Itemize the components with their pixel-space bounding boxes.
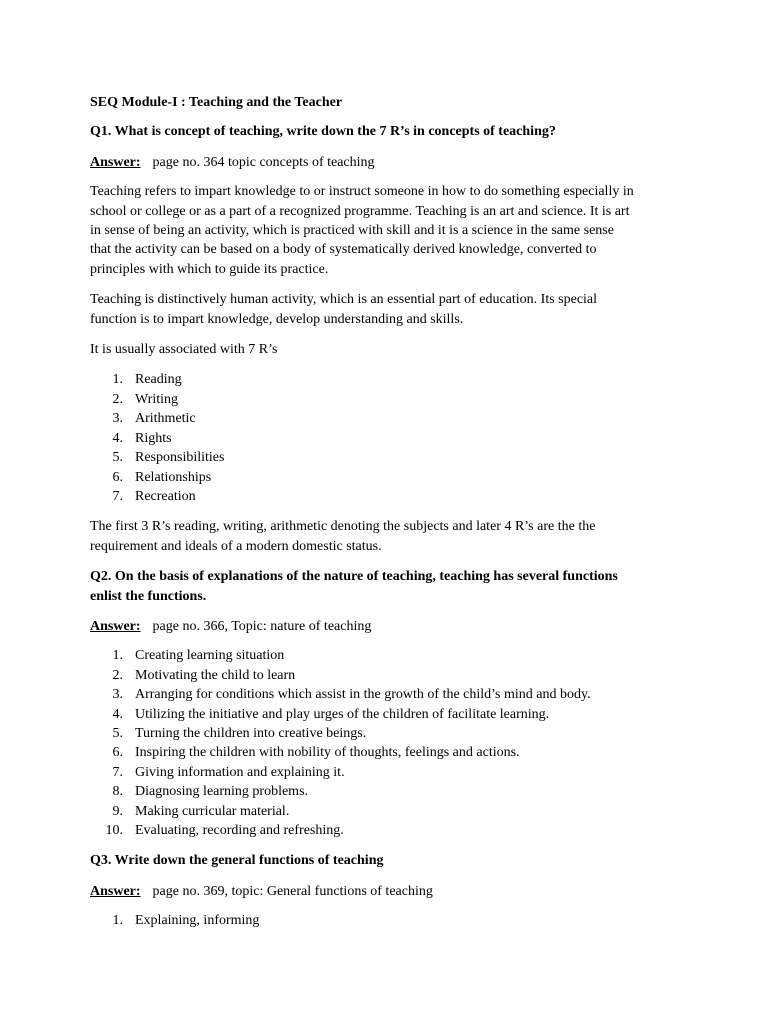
q1-paragraph-2	[90, 290, 680, 329]
q1-paragraph-3: It is usually associated with 7 R’s	[90, 342, 278, 358]
answer-label: Answer:	[90, 883, 141, 899]
question-line: enlist the functions.	[90, 588, 207, 604]
answer-ref-text: page no. 369, topic: General functions of teaching	[152, 883, 433, 899]
list-item: 6. Inspiring the children with nobility of thoughts, feelings and actions.	[112, 745, 520, 761]
list-item: 4. Utilizing the initiative and play urges of the children of facilitate learning.	[112, 706, 550, 722]
question-3: Q3. Write down the general functions of teaching	[90, 853, 384, 869]
answer-ref-text: page no. 364 topic concepts of teaching	[152, 154, 375, 170]
answer-1-reference	[90, 153, 680, 172]
list-item: 3. Arranging for conditions which assist in the growth of the child’s mind and body.	[112, 687, 591, 703]
paragraph-line: Teaching is distinctively human activity, which is an essential part of education. Its special	[90, 292, 598, 308]
paragraph-line: requirement and ideals of a modern domestic status.	[90, 538, 382, 554]
list-item: 1. Creating learning situation	[112, 648, 285, 664]
paragraph-line: in sense of being an activity, which is practiced with skill and it is a science in the same sense	[90, 223, 614, 239]
paragraph-line: school or college or as a part of a recognized programme. Teaching is an art and science. It is art	[90, 203, 630, 219]
list-item: 2. Writing	[112, 391, 178, 407]
list-item: 7. Recreation	[112, 488, 196, 504]
general-functions-list	[90, 911, 680, 930]
answer-2-reference	[90, 617, 680, 636]
answer-label: Answer:	[90, 154, 141, 170]
list-item: 5. Responsibilities	[112, 450, 225, 466]
paragraph-line: function is to impart knowledge, develop understanding and skills.	[90, 311, 464, 327]
list-item: 2. Motivating the child to learn	[112, 667, 296, 683]
list-item: 4. Rights	[112, 430, 172, 446]
seven-rs-list	[90, 370, 680, 506]
list-item: 3. Arithmetic	[112, 411, 196, 427]
question-2	[90, 567, 680, 606]
paragraph-line: that the activity can be based on a body of systematically derived knowledge, converted to	[90, 242, 597, 258]
list-item: 1. Reading	[112, 372, 182, 388]
document-title: SEQ Module-I : Teaching and the Teacher	[90, 95, 343, 110]
list-item: 5. Turning the children into creative beings.	[112, 725, 367, 741]
paragraph-line: The first 3 R’s reading, writing, arithmetic denoting the subjects and later 4 R’s are the the	[90, 519, 596, 535]
paragraph-line: Teaching refers to impart knowledge to or instruct someone in how to do something especially in	[90, 184, 634, 200]
answer-label: Answer:	[90, 618, 141, 634]
answer-ref-text: page no. 366, Topic: nature of teaching	[152, 618, 372, 634]
document-page	[90, 93, 680, 942]
list-item: 9. Making curricular material.	[112, 803, 290, 819]
question-line: Q2. On the basis of explanations of the nature of teaching, teaching has several functions	[90, 569, 618, 585]
list-item: 6. Relationships	[112, 469, 212, 485]
q1-paragraph-4	[90, 517, 680, 556]
answer-3-reference	[90, 882, 680, 901]
teaching-functions-list	[90, 646, 680, 840]
q1-paragraph-1	[90, 182, 680, 279]
list-item: 7. Giving information and explaining it.	[112, 764, 345, 780]
list-item: 10. Evaluating, recording and refreshing.	[105, 823, 344, 838]
list-item: 1. Explaining, informing	[112, 913, 260, 929]
list-item: 8. Diagnosing learning problems.	[112, 784, 309, 800]
question-1: Q1. What is concept of teaching, write down the 7 R’s in concepts of teaching?	[90, 124, 556, 140]
paragraph-line: principles with which to guide its practice.	[90, 261, 329, 277]
